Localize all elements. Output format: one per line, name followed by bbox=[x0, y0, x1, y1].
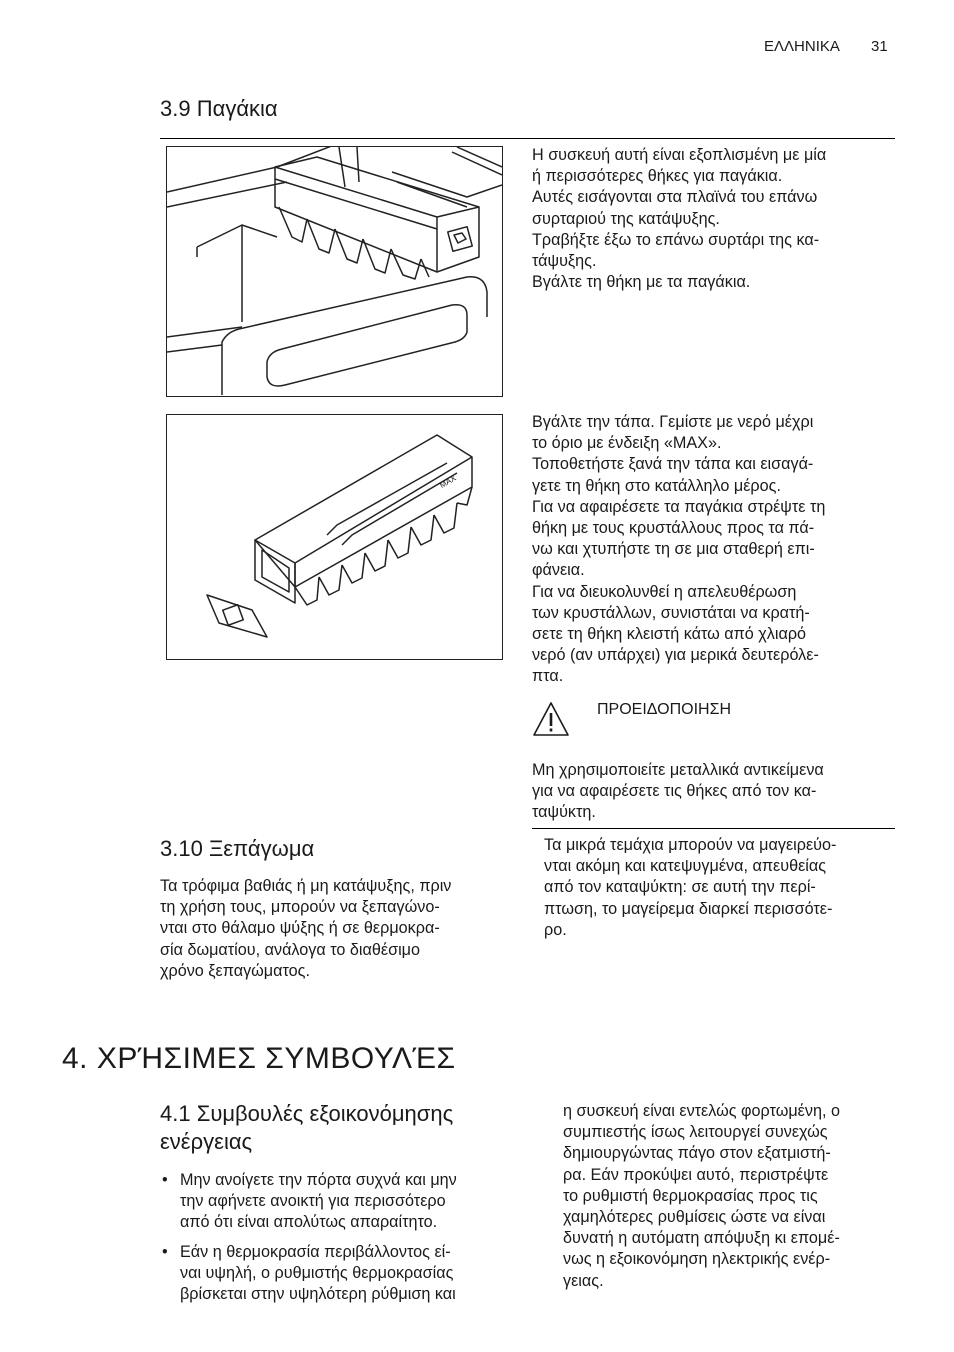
bullet-icon: • bbox=[162, 1242, 168, 1261]
chapter-title: ΧΡΉΣΙΜΕΣ ΣΥΜΒΟΥΛΈΣ bbox=[96, 1042, 456, 1075]
chapter-number: 4. bbox=[62, 1042, 89, 1075]
section-4-1-heading bbox=[160, 1100, 540, 1156]
section-title: Παγάκια bbox=[196, 96, 278, 121]
list-item: • Μην ανοίγετε την πόρτα συχνά και μην την αφήνετε ανοικτή για περισσότερο από ότι είναι απολύτως απαραίτητο. bbox=[162, 1171, 457, 1232]
ice-tray-illustration bbox=[167, 415, 502, 659]
warning-icon bbox=[532, 700, 570, 738]
list-item: • Εάν η θερμοκρασία περιβάλλοντος εί- ναι υψηλή, ο ρυθμιστής θερμοκρασίας βρίσκεται στην υψηλότερη ρύθμιση και bbox=[162, 1242, 456, 1304]
section-number: 3.10 bbox=[160, 836, 203, 861]
section-number: 4.1 bbox=[160, 1101, 191, 1126]
figure-ice-tray-in-freezer bbox=[166, 146, 503, 397]
warning-title: ΠΡΟΕΙΔΟΠΟΙΗΣΗ bbox=[597, 701, 732, 718]
page-number: 31 bbox=[871, 38, 888, 55]
section-number: 3.9 bbox=[160, 96, 191, 121]
section-rule-right bbox=[532, 828, 895, 829]
defrost-text-left: Τα τρόφιμα βαθιάς ή μη κατάψυξης, πριν τη χρήση τους, μπορούν να ξεπαγώνο- νται στο θάλαμο ψύξης ή σε θερμοκρα- σία δωματίου, ανάλογα το διαθέσιμο χρόνο ξεπαγώματος. bbox=[160, 877, 452, 980]
section-3-9-heading bbox=[160, 96, 278, 122]
header-language: ΕΛΛΗΝΙΚΑ bbox=[764, 38, 840, 55]
ice-tray-intro-text: Η συσκευή αυτή είναι εξοπλισμένη με μία ή περισσότερες θήκες για παγάκια. Αυτές εισάγονται στα πλαϊνά του επάνω συρταριού της κατάψυξης. Τραβήξτε έξω το επάνω συρτάρι της κα- τάψυξης. Βγάλτε τη θήκη με τα παγάκια. bbox=[532, 146, 827, 292]
energy-tips-list bbox=[160, 1170, 530, 1313]
ice-tray-instructions-text: Βγάλτε την τάπα. Γεμίστε με νερό μέχρι το όριο με ένδειξη «MAX». Τοποθετήστε ξανά την τάπα και εισαγά- γετε τη θήκη στο κατάλληλο μέρος. Για να αφαιρέσετε τα παγάκια στρέψτε τη θήκη με τους κρυστάλλους προς τα πά- νω και χτυπήστε τη σε μια σταθερή επι- φάνεια. Για να διευκολυνθεί η απελευθέρωση των κρυστάλλων, συνιστάται να κρατή- σετε τη θήκη κλειστή κάτω από χλιαρό νερό (αν υπάρχει) για μερικά δευτερόλε- πτα. bbox=[532, 413, 826, 686]
max-label: MAX bbox=[438, 473, 458, 490]
defrost-text-right: Τα μικρά τεμάχια μπορούν να μαγειρεύο- νται ακόμη και κατεψυγμένα, απευθείας από τον καταψύκτη: σε αυτή την περί- πτωση, το μαγείρεμα διαρκεί περισσότε- ρο. bbox=[544, 836, 837, 939]
energy-tips-right-text: η συσκευή είναι εντελώς φορτωμένη, ο συμπιεστής ίσως λειτουργεί συνεχώς δημιουργώντας πάγο στον εξατμιστή- ρα. Εάν προκύψει αυτό, περιστρέψτε το ρυθμιστή θερμοκρασίας προς τις χαμηλότερες ρυθμίσεις ώστε να είναι δυνατή η αυτόματη απόψυξη κι επομέ- νως η εξοικονόμηση ηλεκτρικής ενέρ- γειας. bbox=[563, 1102, 840, 1290]
section-title: Ξεπάγωμα bbox=[208, 836, 315, 861]
section-3-10-heading bbox=[160, 836, 314, 862]
figure-ice-tray-filled bbox=[166, 414, 503, 660]
bullet-icon: • bbox=[162, 1171, 168, 1189]
warning-text: Μη χρησιμοποιείτε μεταλλικά αντικείμενα για να αφαιρέσετε τις θήκες από τον κα- ταψύκτη. bbox=[532, 761, 824, 822]
section-title: Συμβουλές εξοικονόμησης ενέργειας bbox=[160, 1101, 454, 1154]
chapter-4-heading bbox=[62, 1042, 456, 1076]
section-rule bbox=[160, 138, 895, 139]
freezer-drawer-illustration bbox=[167, 147, 502, 396]
